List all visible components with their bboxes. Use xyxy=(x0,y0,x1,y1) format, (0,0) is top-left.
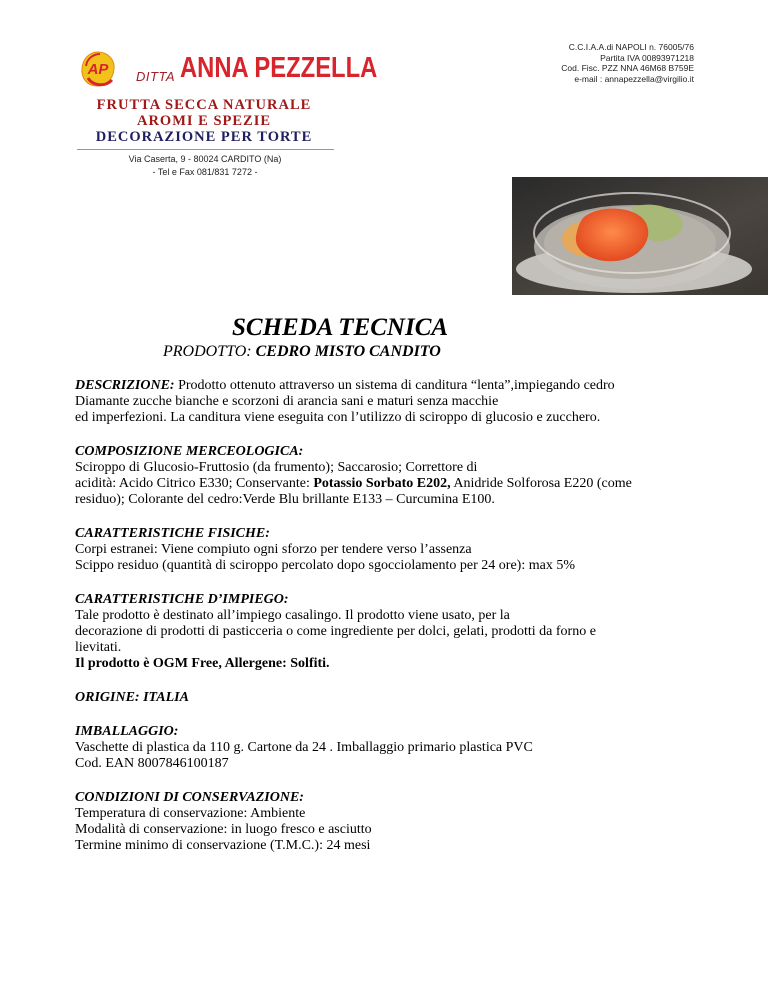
impiego-text: Tale prodotto è destinato all’impiego casalingo. Il prodotto viene usato, per la xyxy=(75,608,510,623)
product-label: PRODOTTO: xyxy=(163,343,252,360)
section-fisiche xyxy=(75,526,715,574)
descrizione-text: ed imperfezioni. La canditura viene eseguita con l’utilizzo di sciroppo di glucosio e zucchero. xyxy=(75,410,601,425)
section-heading: CONDIZIONI DI CONSERVAZIONE: xyxy=(75,790,304,805)
section-heading: CARATTERISTICHE D’IMPIEGO: xyxy=(75,592,289,607)
registry-info xyxy=(561,42,694,84)
product-line xyxy=(163,343,441,361)
section-origine xyxy=(75,690,715,706)
fisiche-text: Corpi estranei: Viene compiuto ogni sforzo per tendere verso l’assenza xyxy=(75,542,472,557)
header-divider xyxy=(77,149,334,150)
registry-line: Cod. Fisc. PZZ NNA 46M68 B759E xyxy=(561,63,694,73)
section-impiego xyxy=(75,592,715,672)
section-heading: ORIGINE: ITALIA xyxy=(75,690,189,705)
descrizione-text: Diamante zucche bianche e scorzoni di arancia sani e maturi senza macchie xyxy=(75,394,499,409)
imballaggio-ean: Cod. EAN 8007846100187 xyxy=(75,756,229,771)
product-name: CEDRO MISTO CANDITO xyxy=(255,343,441,360)
section-heading: CARATTERISTICHE FISICHE: xyxy=(75,526,270,541)
impiego-text: decorazione di prodotti di pasticceria o come ingrediente per dolci, gelati, prodotti da forno e xyxy=(75,624,596,639)
conservazione-text: Termine minimo di conservazione (T.M.C.): 24 mesi xyxy=(75,838,371,853)
document-body xyxy=(75,378,715,872)
section-heading: COMPOSIZIONE MERCEOLOGICA: xyxy=(75,444,304,459)
impiego-text: lievitati. xyxy=(75,640,122,655)
impiego-allergen: Il prodotto è OGM Free, Allergene: Solfiti. xyxy=(75,656,330,671)
section-descrizione xyxy=(75,378,715,426)
fisiche-text: Scippo residuo (quantità di sciroppo percolato dopo sgocciolamento per 24 ore): max 5% xyxy=(75,558,575,573)
section-heading: DESCRIZIONE: xyxy=(75,378,175,393)
product-photo xyxy=(512,177,768,295)
section-heading: IMBALLAGGIO: xyxy=(75,724,179,739)
tagline-line-3: DECORAZIONE PER TORTE xyxy=(95,129,313,145)
company-phone: - Tel e Fax 081/831 7272 - xyxy=(152,167,258,177)
composizione-text: acidità: Acido Citrico E330; Conservante: xyxy=(75,476,314,491)
imballaggio-text: Vaschette di plastica da 110 g. Cartone da 24 . Imballaggio primario plastica PVC xyxy=(75,740,533,755)
brand-name: ANNA PEZZELLA xyxy=(180,52,378,84)
registry-line: Partita IVA 00893971218 xyxy=(600,52,694,63)
section-conservazione xyxy=(75,790,715,854)
composizione-text: Anidride Solforosa E220 (come xyxy=(450,476,632,491)
descrizione-text: Prodotto ottenuto attraverso un sistema di canditura “lenta”,impiegando cedro xyxy=(174,378,615,393)
tagline-line-1: FRUTTA SECCA NATURALE xyxy=(96,97,312,113)
registry-email: e-mail : annapezzella@virgilio.it xyxy=(574,73,694,84)
section-imballaggio xyxy=(75,724,715,772)
conservazione-text: Modalità di conservazione: in luogo fresco e asciutto xyxy=(75,822,372,837)
conservante-name: Potassio Sorbato E202, xyxy=(313,476,451,491)
composizione-text: Sciroppo di Glucosio-Fruttosio (da frumento); Saccarosio; Correttore di xyxy=(75,460,478,475)
conservazione-text: Temperatura di conservazione: Ambiente xyxy=(75,806,306,821)
svg-text:AP: AP xyxy=(87,61,109,78)
company-address: Via Caserta, 9 - 80024 CARDITO (Na) xyxy=(128,154,282,164)
document-title: SCHEDA TECNICA xyxy=(232,314,449,341)
company-logo xyxy=(78,48,118,90)
tagline-line-2: AROMI E SPEZIE xyxy=(136,113,272,129)
section-composizione xyxy=(75,444,715,508)
composizione-text: residuo); Colorante del cedro:Verde Blu brillante E133 – Curcumina E100. xyxy=(75,492,495,507)
registry-line: C.C.I.A.A.di NAPOLI n. 76005/76 xyxy=(568,42,694,52)
ditta-label: DITTA xyxy=(136,69,176,84)
